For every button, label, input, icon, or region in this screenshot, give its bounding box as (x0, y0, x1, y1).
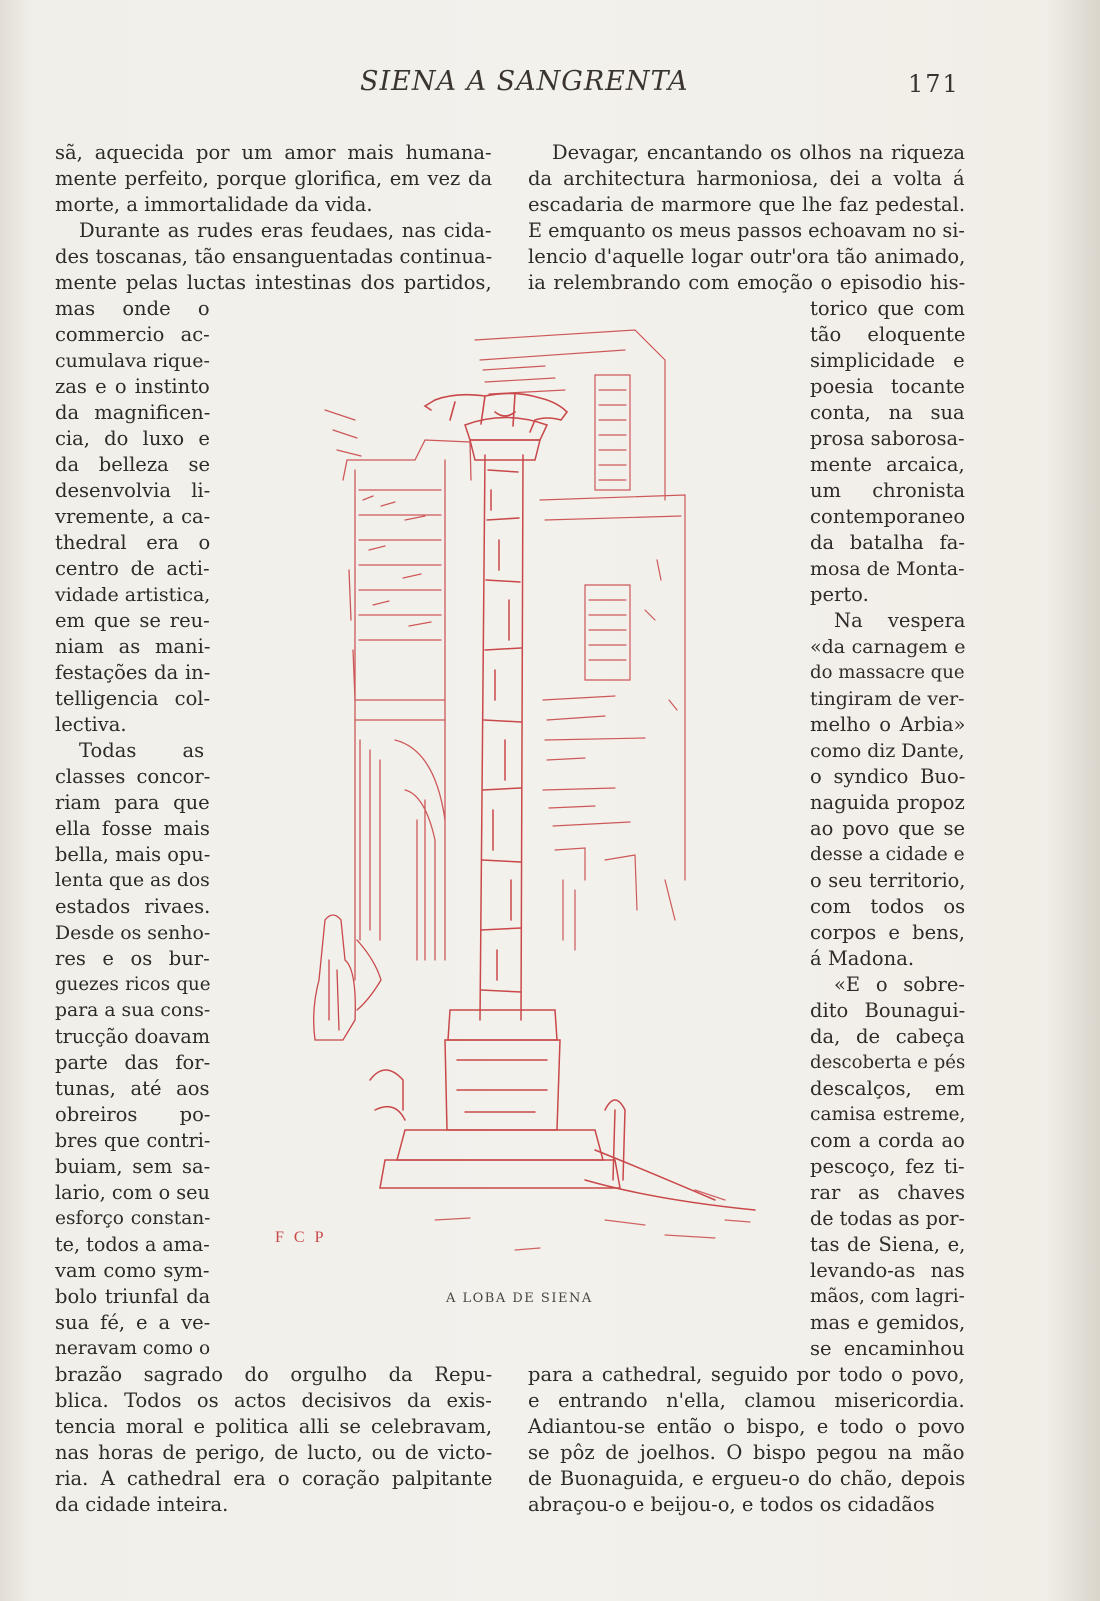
text-line: buiam, sem sa- (55, 1155, 211, 1178)
right-building-drawing (475, 330, 685, 950)
text-line: cia, do luxo e (55, 427, 210, 450)
text-line: sua fé, e a ve- (55, 1311, 211, 1334)
text-line: da architectura harmoniosa, dei a volta á (528, 167, 965, 190)
text-line: se pôz de joelhos. O bispo pegou na mão (528, 1441, 965, 1464)
text-line: camisa estreme, (810, 1104, 966, 1125)
text-line: conta, na sua (810, 401, 965, 424)
text-line: tencia moral e politica alli se celebravam, (55, 1415, 493, 1438)
text-line: E emquanto os meus passos echoavam no si- (528, 219, 965, 242)
text-line: mas e gemidos, (810, 1311, 966, 1334)
text-line: um chronista (810, 479, 966, 502)
text-line: do massacre que (810, 662, 965, 683)
text-line: ella fosse mais (55, 817, 210, 840)
text-line: descoberta e pés (810, 1052, 966, 1073)
page-number: 171 (908, 70, 960, 98)
text-line: Todas as (79, 739, 205, 762)
text-line: tas de Siena, e, (810, 1233, 966, 1256)
text-line: des toscanas, tão ensanguentadas continua- (55, 245, 493, 268)
text-line: tunas, até aos (55, 1077, 210, 1100)
text-line: ao povo que se (810, 817, 966, 840)
text-line: niam as mani- (55, 635, 211, 658)
text-line: da, de cabeça (810, 1025, 965, 1048)
text-line: Na vespera (834, 609, 966, 632)
text-line: em que se reu- (55, 609, 210, 632)
text-line: res e os bur- (55, 947, 210, 970)
text-line: desse a cidade e (810, 844, 965, 865)
illustration-loba-de-siena (275, 320, 785, 1280)
text-line: mosa de Monta- (810, 558, 965, 580)
text-line: o syndico Buo- (810, 765, 966, 788)
text-line: brazão sagrado do orgulho da Repu- (55, 1363, 493, 1386)
text-line: da magnificen- (55, 401, 211, 424)
text-line: morte, a immortalidade da vida. (55, 193, 373, 216)
text-line: Durante as rudes eras feudaes, nas cida- (79, 219, 492, 242)
text-line: para a cathedral, seguido por todo o povo, (528, 1363, 965, 1386)
text-line: obreiros po- (55, 1103, 211, 1126)
text-line: «da carnagem e (810, 636, 966, 658)
text-line: bolo triunfal da (55, 1285, 211, 1308)
text-line: ria. A cathedral era o coração palpitante (55, 1467, 493, 1490)
text-line: guezes ricos que (55, 974, 211, 995)
illustration-caption: A LOBA DE SIENA (446, 1291, 593, 1306)
text-line: cumulava rique- (55, 350, 210, 372)
pedestal-drawing (370, 1010, 755, 1210)
text-line: abraçou-o e beijou-o, e todos os cidadãos (528, 1493, 935, 1516)
text-line: torico que com (810, 297, 965, 320)
text-line: o seu territorio, (810, 869, 966, 892)
text-line: melho o Arbia» (810, 713, 966, 736)
text-line: vam como sym- (55, 1259, 210, 1282)
text-line: com a corda ao (810, 1129, 965, 1152)
text-line: nas horas de perigo, de lucto, ou de victo- (55, 1441, 493, 1464)
text-line: sã, aquecida por um amor mais humana- (55, 141, 492, 164)
text-line: rar as chaves (810, 1181, 965, 1204)
text-line: mente pelas luctas intestinas dos partidos, (55, 271, 492, 294)
text-line: corpos e bens, (810, 921, 965, 944)
text-line: commercio ac- (55, 323, 210, 346)
text-line: como diz Dante, (810, 740, 965, 762)
text-line: lectiva. (55, 713, 127, 736)
text-line: estados rivaes. (55, 895, 211, 918)
column-drawing (465, 418, 547, 1021)
text-line: trucção doavam (55, 1025, 210, 1048)
text-line: levando-as nas (810, 1259, 965, 1282)
text-line: te, todos a ama- (55, 1233, 210, 1256)
text-line: Devagar, encantando os olhos na riqueza (552, 141, 965, 164)
text-line: poesia tocante (810, 375, 965, 398)
text-line: dito Bounagui- (810, 999, 966, 1022)
text-line: bella, mais opu- (55, 843, 211, 866)
text-line: simplicidade e (810, 349, 965, 372)
text-line: tingiram de ver- (810, 688, 965, 710)
text-line: festações da in- (55, 661, 211, 684)
text-line: prosa saborosa- (810, 427, 965, 450)
text-line: «E o sobre- (834, 973, 965, 996)
text-line: contemporaneo (810, 505, 966, 528)
text-line: zas e o instinto (55, 375, 210, 398)
text-line: se encaminhou (810, 1337, 965, 1360)
text-line: vremente, a ca- (55, 505, 211, 528)
text-line: blica. Todos os actos decisivos da exis- (55, 1389, 492, 1412)
text-line: mãos, com lagri- (810, 1286, 965, 1307)
text-line: Adiantou-se então o bispo, e todo o povo (528, 1415, 965, 1438)
ground-strokes (435, 1190, 750, 1250)
text-line: Desde os senho- (55, 922, 211, 944)
text-line: mas onde o (55, 297, 210, 320)
text-line: classes concor- (55, 765, 211, 788)
text-line: centro de acti- (55, 557, 210, 580)
text-line: bres que contri- (55, 1129, 211, 1152)
text-line: naguida propoz (810, 791, 965, 814)
running-header-title: SIENA A SANGRENTA (360, 66, 689, 97)
text-line: de todas as por- (810, 1207, 965, 1230)
text-line: para a sua cons- (55, 1000, 211, 1021)
text-line: da belleza se (55, 453, 210, 476)
text-line: perto. (810, 583, 869, 606)
text-line: de Buonaguida, e ergueu-o do chão, depois (528, 1467, 966, 1490)
text-line: tão eloquente (810, 323, 966, 346)
text-line: lenta que as dos (55, 870, 210, 891)
text-line: vidade artistica, (55, 584, 211, 606)
text-line: da batalha fa- (810, 531, 965, 554)
text-line: desenvolvia li- (55, 479, 211, 502)
text-line: ia relembrando com emoção o episodio his- (528, 271, 966, 294)
text-line: telligencia col- (55, 687, 211, 710)
text-line: á Madona. (810, 947, 915, 970)
text-line: descalços, em (810, 1077, 965, 1100)
text-line: riam para que (55, 791, 210, 814)
left-building-drawing (325, 410, 471, 980)
artist-signature: F C P (275, 1229, 327, 1246)
text-line: pescoço, fez ti- (810, 1155, 965, 1178)
figure-drawing (314, 915, 381, 1040)
text-line: e entrando n'ella, clamou misericordia. (528, 1389, 965, 1412)
text-line: parte das for- (55, 1051, 211, 1074)
text-line: da cidade inteira. (55, 1493, 229, 1516)
text-line: esforço constan- (55, 1208, 211, 1229)
text-line: com todos os (810, 895, 966, 918)
text-line: thedral era o (55, 531, 211, 554)
text-line: escadaria de marmore que lhe faz pedestal. (528, 193, 966, 216)
text-line: lario, com o seu (55, 1181, 210, 1204)
text-line: lencio d'aquelle logar outr'ora tão animado, (528, 245, 966, 268)
text-line: mente arcaica, (810, 453, 965, 476)
text-line: mente perfeito, porque glorifica, em vez da (55, 167, 493, 190)
text-line: neravam como o (55, 1338, 211, 1359)
